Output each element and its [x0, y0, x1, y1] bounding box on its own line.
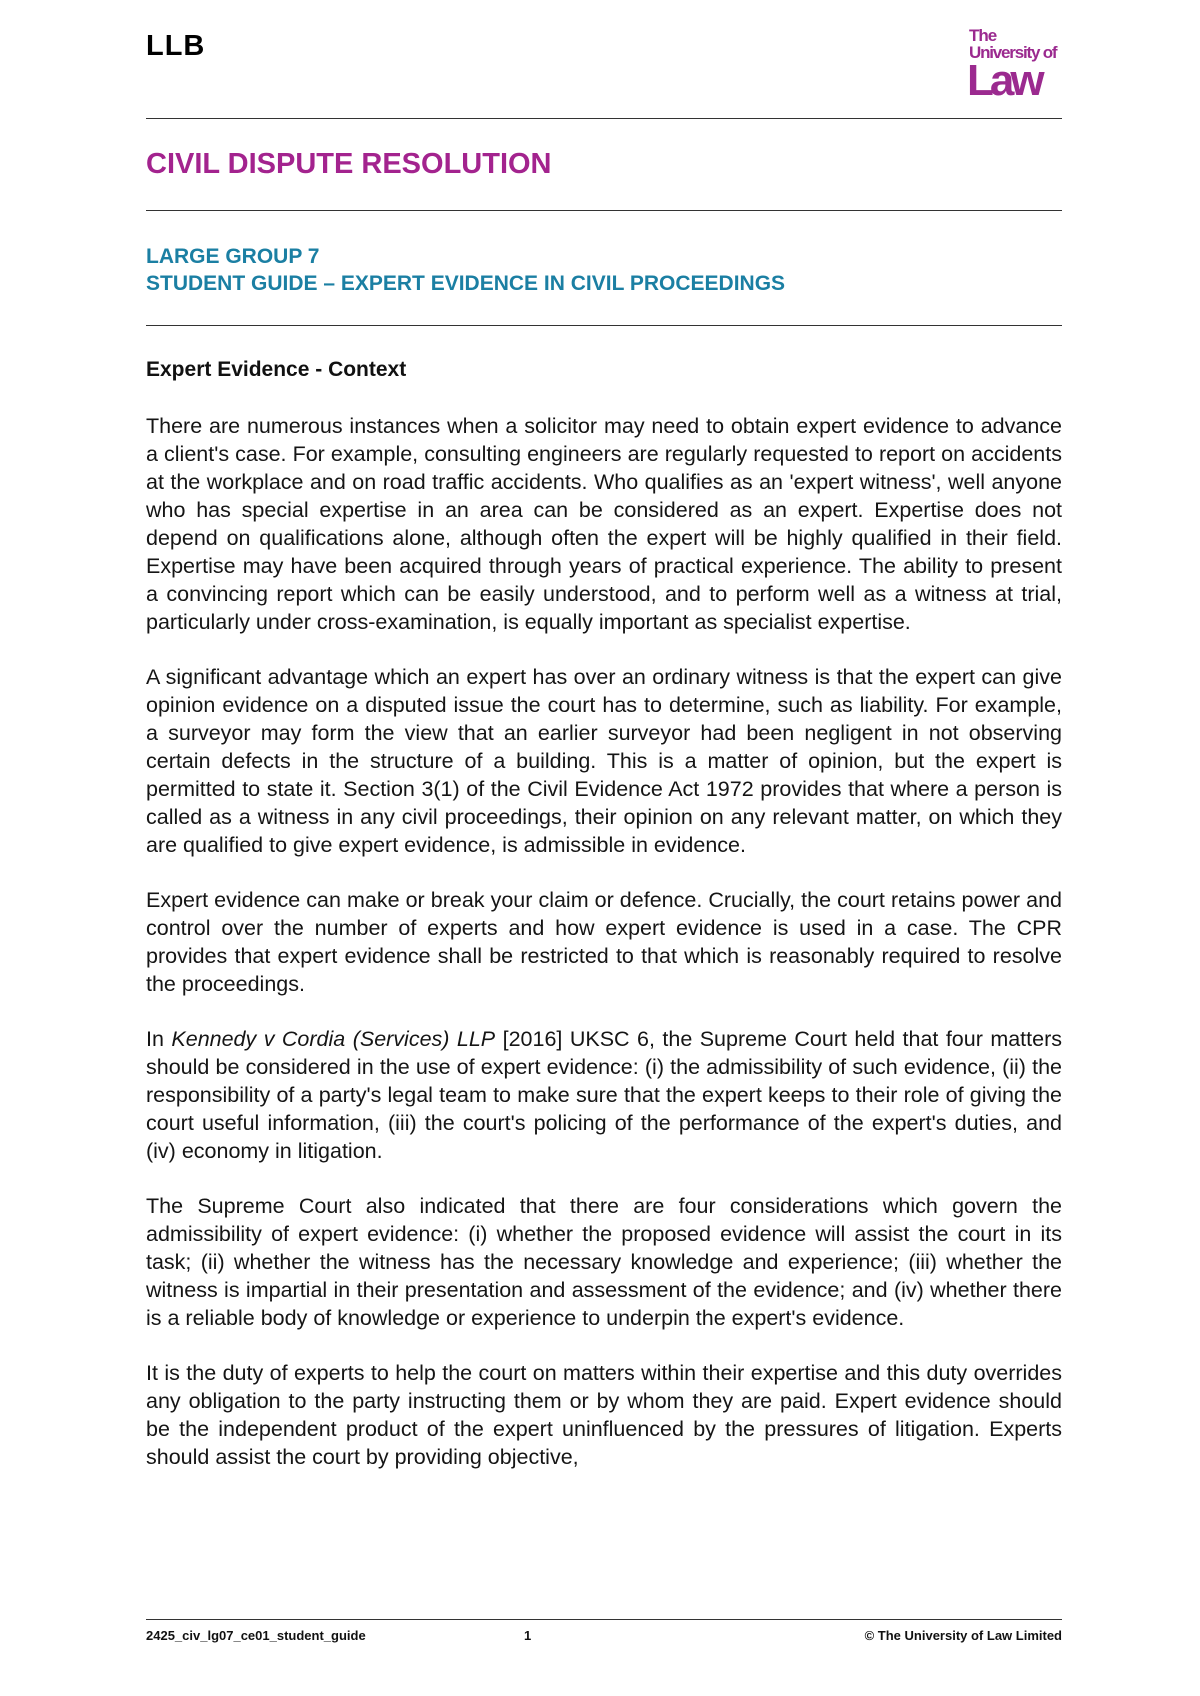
logo-line-1: The — [969, 26, 997, 45]
paragraph-4-rest: [2016] UKSC 6, the Supreme Court held that four matters should be considered in the use of expert evidence: (i) the admissibility of such evidence, (ii) the responsibility of a party's legal team to make sure that the expert keeps to their role of giving the court useful information, (iii) the court's policing of the performance of the expert's duties, and (iv) economy in litigation. — [146, 1027, 1062, 1163]
document-subtitle — [146, 243, 785, 297]
header-divider — [146, 118, 1062, 119]
footer-document-code: 2425_civ_lg07_ce01_student_guide — [146, 1628, 366, 1643]
title-divider — [146, 210, 1062, 211]
footer-page-number: 1 — [524, 1628, 532, 1643]
paragraph-4 — [146, 1025, 1062, 1165]
subtitle-line-1: LARGE GROUP 7 — [146, 245, 320, 268]
logo-line-2: University of — [969, 43, 1057, 62]
subtitle-divider — [146, 325, 1062, 326]
paragraph-6: It is the duty of experts to help the court on matters within their expertise and this duty overrides any obligation to the party instructing them or by whom they are paid. Expert evidence should be the independent product of the expert uninfluenced by the pressures of litigation. Experts should assist the court by providing objective, — [146, 1361, 1062, 1469]
case-citation-name: Kennedy v Cordia (Services) LLP — [171, 1027, 496, 1051]
subtitle-line-2: STUDENT GUIDE – EXPERT EVIDENCE IN CIVIL PROCEEDINGS — [146, 272, 786, 295]
paragraph-4-prefix: In — [146, 1027, 172, 1051]
paragraph-2: A significant advantage which an expert has over an ordinary witness is that the expert can give opinion evidence on a disputed issue the court has to determine, such as liability. For example, a surveyor may form the view that an earlier surveyor had been negligent in not observing certain defects in the structure of a building. This is a matter of opinion, but the expert is permitted to state it. Section 3(1) of the Civil Evidence Act 1972 provides that where a person is called as a witness in any civil proceedings, their opinion on any relevant matter, on which they are qualified to give expert evidence, is admissible in evidence. — [146, 665, 1062, 857]
paragraph-5: The Supreme Court also indicated that there are four considerations which govern the admissibility of expert evidence: (i) whether the proposed evidence will assist the court in its task; (ii) whether the witness has the necessary knowledge and experience; (iii) whether the witness is impartial in their presentation and assessment of the evidence; and (iv) whether there is a reliable body of knowledge or experience to underpin the expert's evidence. — [146, 1194, 1062, 1330]
logo-line-3: Law — [967, 56, 1041, 105]
body-text — [146, 412, 1062, 1498]
paragraph-3: Expert evidence can make or break your claim or defence. Crucially, the court retains power and control over the number of experts and how expert evidence is used in a case. The CPR provides that expert evidence shall be restricted to that which is reasonably required to resolve the proceedings. — [146, 888, 1062, 996]
footer-copyright: © The University of Law Limited — [864, 1628, 1062, 1643]
course-label: LLB — [146, 30, 206, 62]
university-logo — [969, 26, 1059, 104]
footer-divider — [146, 1619, 1062, 1620]
document-title: CIVIL DISPUTE RESOLUTION — [146, 148, 552, 180]
section-heading: Expert Evidence - Context — [146, 358, 407, 381]
paragraph-1: There are numerous instances when a solicitor may need to obtain expert evidence to advance a client's case. For example, consulting engineers are regularly requested to report on accidents at the workplace and on road traffic accidents. Who qualifies as an 'expert witness', well anyone who has special expertise in an area can be considered as an expert. Expertise does not depend on qualifications alone, although often the expert will be highly qualified in their field. Expertise may have been acquired through years of practical experience. The ability to present a convincing report which can be easily understood, and to perform well as a witness at trial, particularly under cross-examination, is equally important as specialist expertise. — [146, 414, 1062, 634]
